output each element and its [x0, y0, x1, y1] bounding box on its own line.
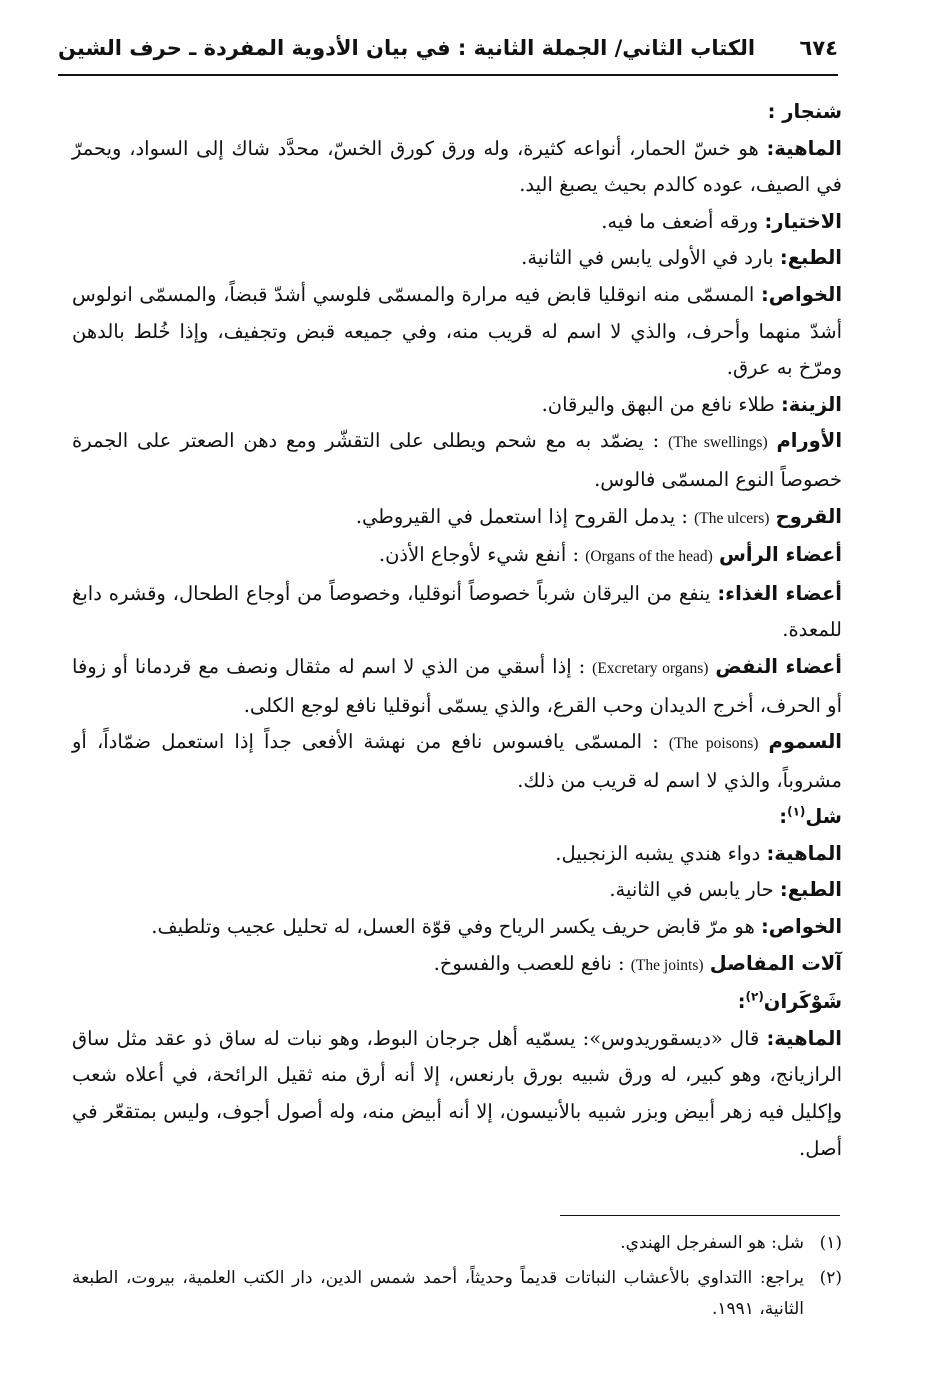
property-paragraph — [72, 423, 842, 498]
property-label: الطبع: — [779, 246, 842, 270]
property-paragraph — [72, 649, 842, 724]
english-gloss: (The poisons) — [668, 735, 759, 753]
property-label: الخواص: — [761, 282, 842, 306]
drug-name: شَوْكَران — [763, 990, 842, 1014]
footnote — [72, 1263, 842, 1325]
property-text: : نافع للعصب والفسوخ. — [433, 951, 625, 975]
property-label: الماهية: — [766, 136, 842, 160]
property-text: ورقه أضعف ما فيه. — [601, 209, 759, 233]
property-label: أعضاء النفض — [715, 654, 842, 678]
property-label: الطبع: — [779, 878, 842, 902]
property-label: الاختيار: — [764, 209, 842, 233]
property-text: طلاء نافع من البهق واليرقان. — [541, 392, 775, 416]
property-paragraph — [72, 724, 842, 799]
english-gloss: (The joints) — [630, 956, 704, 974]
property-text: بارد في الأولى يابس في الثانية. — [521, 246, 774, 270]
property-label: الخواص: — [761, 915, 842, 939]
footnote-number: (١) — [819, 1233, 842, 1253]
footnote-number: (٢) — [819, 1268, 842, 1288]
property-text: : المسمّى يافسوس نافع من نهشة الأفعى جداً إذا استعمل ضمّاداً، أو مشروباً، والذي لا اسم له قريب من ذلك. — [72, 730, 842, 792]
drug-heading — [72, 799, 842, 836]
page-body — [72, 94, 842, 1167]
drug-heading — [72, 94, 842, 131]
english-gloss: (The swellings) — [668, 434, 768, 452]
footnote-ref: (٢) — [745, 989, 764, 1004]
english-gloss: (The ulcers) — [694, 509, 770, 527]
property-paragraph — [72, 872, 842, 909]
property-paragraph — [72, 946, 842, 985]
property-text: هو خسّ الحمار، أنواعه كثيرة، وله ورق كورق الخسّ، محدَّد شاك إلى السواد، ويحمرّ في الصيف، عوده كالدم بحيث يصبغ اليد. — [72, 136, 842, 197]
property-label: الزينة: — [780, 392, 842, 416]
property-text: حار يابس في الثانية. — [609, 878, 774, 902]
property-text: هو مرّ قابض حريف يكسر الرياح وفي قوّة العسل، له تحليل عجيب وتلطيف. — [151, 915, 755, 939]
property-text: ينفع من اليرقان شرباً خصوصاً أنوقليا، وخصوصاً من أوجاع الطحال، وقشره دابغ للمعدة. — [72, 581, 842, 642]
property-paragraph — [72, 836, 842, 873]
property-label: الأورام — [776, 429, 843, 453]
property-text: : أنفع شيء لأوجاع الأذن. — [378, 543, 580, 567]
property-label: السموم — [768, 730, 842, 754]
english-gloss: (Organs of the head) — [585, 548, 713, 566]
running-title: الكتاب الثاني/ الجملة الثانية : في بيان الأدوية المفردة ـ حرف الشين — [58, 36, 756, 60]
footnote-ref: (١) — [787, 804, 806, 819]
footnote — [72, 1228, 842, 1259]
footnote-text: يراجع: االتداوي بالأعشاب النباتات قديماً وحديثاً، أحمد شمس الدين، دار الكتب العلمية، بيروت، الطبعة الثانية، ١٩٩١. — [72, 1268, 804, 1319]
property-paragraph — [72, 277, 842, 387]
footnotes — [72, 1228, 842, 1329]
property-paragraph — [72, 537, 842, 576]
heading-colon: : — [779, 805, 788, 829]
footnote-divider — [560, 1215, 840, 1216]
property-text: : إذا أسقي من الذي لا اسم له مثقال ونصف مع قردمانا أو زوفا أو الحرف، أخرج الديدان وحب القرع، والذي يسمّى أنوقليا نافع لوجع الكلى. — [72, 654, 842, 717]
footnote-text: شل: هو السفرجل الهندي. — [620, 1233, 804, 1253]
property-paragraph — [72, 204, 842, 241]
property-text: : يدمل القروح إذا استعمل في القيروطي. — [355, 504, 688, 528]
property-label: أعضاء الغذاء: — [717, 581, 842, 605]
property-paragraph — [72, 240, 842, 277]
drug-name: شل — [805, 805, 842, 829]
property-paragraph — [72, 909, 842, 946]
property-text: دواء هندي يشبه الزنجبيل. — [555, 841, 761, 865]
drug-heading — [72, 984, 842, 1021]
property-paragraph — [72, 131, 842, 204]
property-label: الماهية: — [766, 1026, 842, 1050]
property-text: قال «ديسقوريدوس»: يسمّيه أهل جرجان البوط، وهو نبات له ساق ذو عقد مثل ساق الرازيانج، وهو كبير، له ورق شبيه بورق بارنعس، إلا أنه أرق منه ثقيل الرائحة، في أعلاه شعب وإكليل فيه زهر أبيض وبزر شبيه بالأنيسون، إلا أنه أبيض منه، وله أصول أجوف، وليس بمتقعّر في أصل. — [72, 1026, 842, 1160]
page-header — [58, 30, 838, 76]
property-label: القروح — [775, 504, 842, 528]
property-paragraph — [72, 499, 842, 538]
property-label: أعضاء الرأس — [718, 543, 842, 567]
property-paragraph — [72, 1021, 842, 1167]
english-gloss: (Excretary organs) — [592, 659, 709, 677]
property-paragraph — [72, 576, 842, 649]
property-label: الماهية: — [766, 841, 842, 865]
page-number: ٦٧٤ — [799, 36, 838, 60]
property-text: : يضمّد به مع شحم ويطلى على التقشّر ومع دهن الصعتر على الجمرة خصوصاً النوع المسمّى فالوس. — [72, 429, 842, 491]
drug-name: شنجار : — [767, 100, 842, 123]
heading-colon: : — [737, 990, 746, 1014]
property-paragraph — [72, 387, 842, 424]
property-text: المسمّى منه انوقليا قابض فيه مرارة والمسمّى فلوسي أشدّ قبضاً، والمسمّى انولوس أشدّ منهما وأحرف، والذي لا اسم له قريب منه، وفي جميعه قبض وتجفيف، وإذا خُلط بالدهن ومرّخ به عرق. — [72, 282, 842, 380]
property-label: آلات المفاصل — [709, 951, 842, 975]
